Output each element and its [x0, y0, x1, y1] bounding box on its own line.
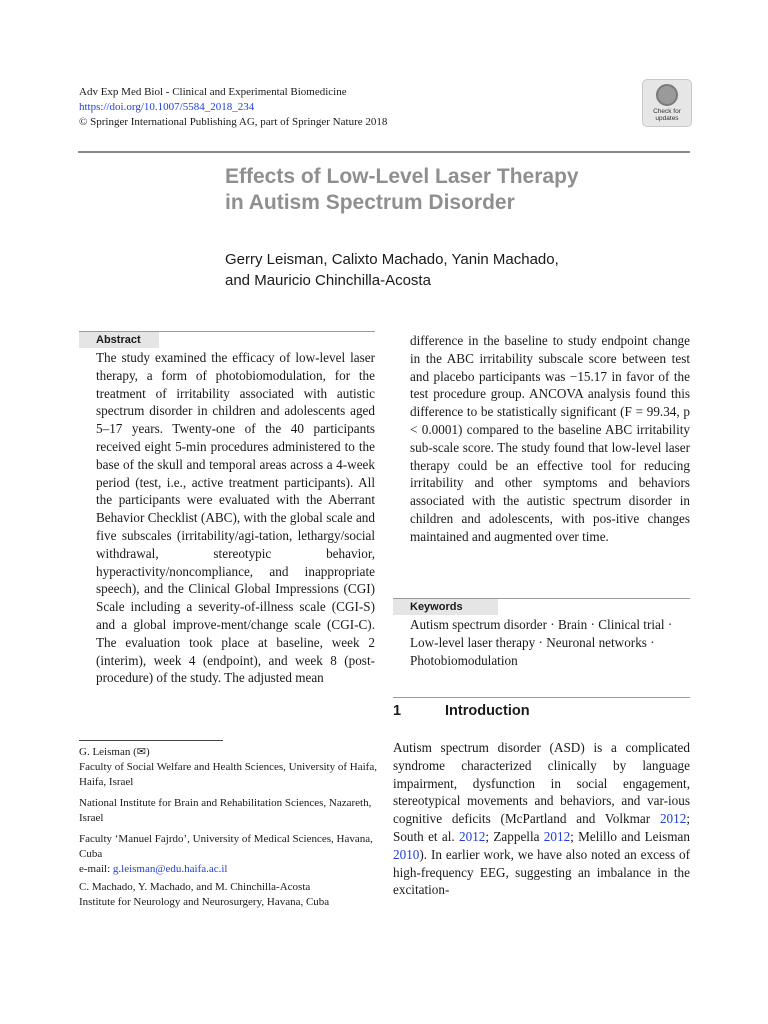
title-line-2: in Autism Spectrum Disorder	[225, 191, 515, 214]
email-label: e-mail:	[79, 863, 113, 875]
email-link[interactable]: g.leisman@edu.haifa.ac.il	[112, 863, 228, 875]
doi-link[interactable]: https://doi.org/10.1007/5584_2018_234	[79, 101, 255, 113]
footnote-affiliation4: Institute for Neurology and Neurosurgery, Havana, Cuba	[79, 896, 330, 908]
intro-rule	[393, 697, 690, 698]
citation-link[interactable]: 2010	[393, 846, 420, 862]
intro-heading	[393, 703, 690, 719]
abstract-text-right: difference in the baseline to study endpoint change in the ABC irritability subscale score between test and placebo participants was −15.17 in favor of the test procedure group. ANCOVA analysis found this difference to be statistically significant (F = 99.34, p < 0.0001) compared to the baseline ABC irritability sub-scale score. The study found that low-level laser therapy could be an effective tool for reducing irritability and other symptoms and behaviors associated with the autistic spectrum disorder in children and adolescents, with pos-itive changes maintained and augmented over time.	[410, 333, 690, 544]
intro-text-1: Autism spectrum disorder (ASD) is a complicated syndrome characterized clinically by language impairment, dysfunction in social engagement, stereotypical movements and behaviors, and var-ious cognitive deficits (McPartland and Volkmar	[393, 740, 690, 827]
footnote-authors2: C. Machado, Y. Machado, and M. Chinchilla-Acosta	[79, 881, 311, 893]
intro-paragraph	[393, 739, 690, 899]
footnote-affiliation2: National Institute for Brain and Rehabilitation Sciences, Nazareth, Israel	[79, 797, 372, 824]
footnote-author1: G. Leisman (✉)	[79, 746, 150, 758]
badge-label-2: updates	[655, 115, 679, 122]
badge-label-1: Check for	[653, 108, 681, 115]
header-divider	[78, 151, 690, 153]
citation-link[interactable]: 2012	[659, 811, 687, 827]
citation-link[interactable]: 2012	[543, 828, 571, 844]
article-title	[225, 164, 695, 216]
title-line-1: Effects of Low-Level Laser Therapy	[225, 165, 579, 188]
section-number: 1	[393, 703, 402, 719]
keywords-heading: Keywords	[393, 599, 498, 615]
footnote-rule	[79, 740, 223, 741]
intro-text-2: ; South et al.	[393, 811, 690, 844]
author-list	[225, 249, 695, 291]
journal-line: Adv Exp Med Biol - Clinical and Experimental Biomedicine	[79, 86, 347, 98]
check-updates-icon	[656, 84, 678, 106]
abstract-heading: Abstract	[79, 332, 159, 348]
citation-link[interactable]: 2012	[459, 828, 486, 844]
copyright-line: © Springer International Publishing AG, part of Springer Nature 2018	[79, 116, 388, 128]
section-title: Introduction	[445, 703, 530, 719]
authors-line-1: Gerry Leisman, Calixto Machado, Yanin Machado,	[225, 251, 559, 268]
check-for-updates-badge[interactable]	[642, 79, 692, 127]
footnote-affiliation1: Faculty of Social Welfare and Health Sciences, University of Haifa, Haifa, Israel	[79, 761, 377, 788]
footnote-affiliation3: Faculty ‘Manuel Fajrdo’, University of Medical Sciences, Havana, Cuba	[79, 833, 373, 860]
abstract-text-left: The study examined the efficacy of low-level laser therapy, a form of photobiomodulation, for the treatment of irritability associated with autistic spectrum disorder in children and adolescents aged 5–17 years. Twenty-one of the 40 participants received eight 5-min procedures administered to the base of the skull and temporal areas across a 4-week period (test, i.e., active treatment participants). All the participants were evaluated with the Aberrant Behavior Checklist (ABC), with the global scale and five subscales (irritability/agi-tation, lethargy/social withdrawal, stereotypic behavior, hyperactivity/noncompliance, and inappropriate speech), and the Clinical Global Impressions (CGI) Scale including a severity-of-illness scale (CGI-S) and a global improve-ment/change scale (CGI-C). The evaluation took place at baseline, week 2 (interim), week 4 (endpoint), and week 8 (post-procedure) of the study. The adjusted mean	[96, 350, 375, 686]
intro-text-3: ; Zappella	[485, 828, 544, 844]
keywords-text: Autism spectrum disorder · Brain · Clinical trial · Low-level laser therapy · Neuronal networks · Photobiomodulation	[410, 617, 673, 668]
authors-line-2: and Mauricio Chinchilla-Acosta	[225, 272, 431, 289]
intro-text-4: ; Melillo and Leisman	[570, 828, 690, 844]
footnote-email	[79, 862, 379, 877]
intro-text-5: ). In earlier work, we have also noted an excess of high-frequency EEG, suggesting an imbalance in the excitation-	[393, 846, 690, 898]
